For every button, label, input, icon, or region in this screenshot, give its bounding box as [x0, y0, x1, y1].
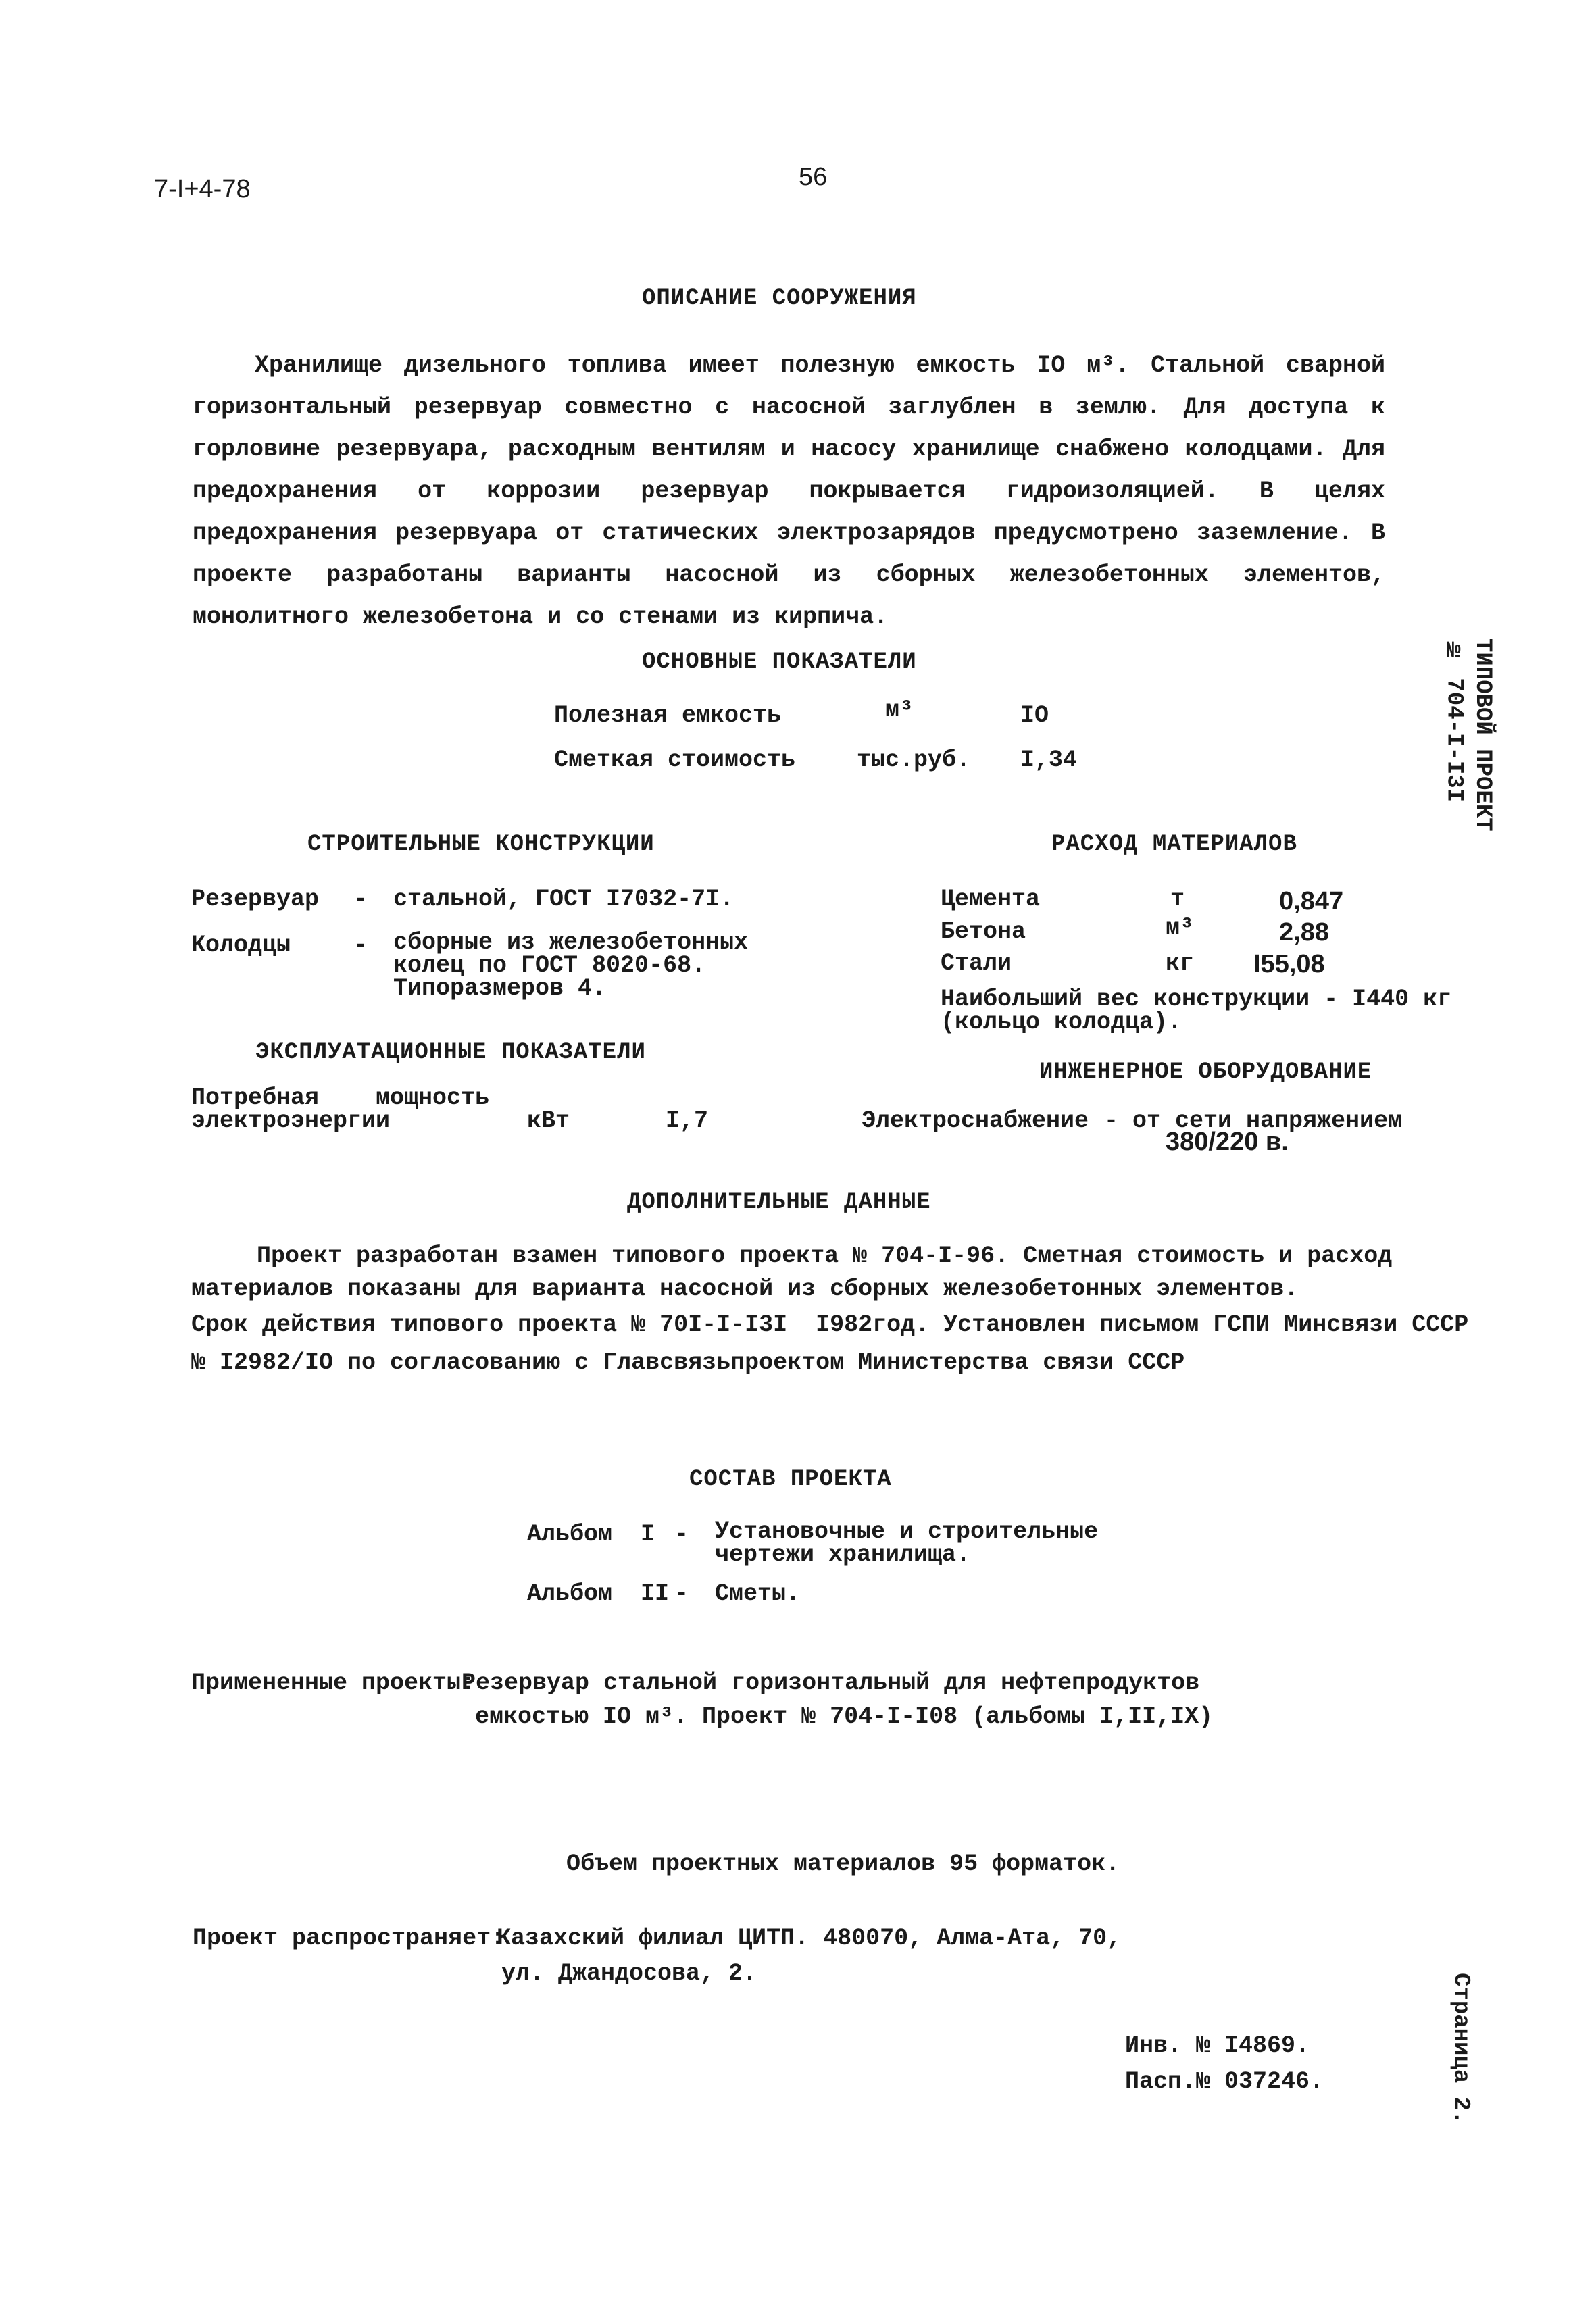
indicator-name: Полезная емкость: [554, 702, 782, 729]
construction-dash: -: [353, 886, 368, 913]
stamp-line-1: ТИПОВОЙ ПРОЕКТ: [1470, 638, 1495, 832]
operational-title: ЭКСПЛУАТАЦИОННЫЕ ПОКАЗАТЕЛИ: [255, 1040, 646, 1065]
construction-spec-line: колец по ГОСТ 8020-68.: [393, 952, 706, 979]
distributor-line: ул. Джандосова, 2.: [501, 1960, 757, 1987]
material-name: Цемента: [941, 886, 1041, 913]
material-unit: т: [1170, 886, 1185, 913]
engineering-value: - от сети напряжением: [1104, 1107, 1403, 1134]
main-indicators-title: ОСНОВНЫЕ ПОКАЗАТЕЛИ: [642, 649, 917, 675]
additional-line: № I2982/IO по согласованию с Главсвязьпроектом Министерства связи СССР: [191, 1349, 1185, 1376]
material-value: I55,08: [1253, 950, 1325, 978]
operational-name: электроэнергии: [191, 1107, 391, 1134]
applied-line: Резервуар стальной горизонтальный для нефтепродуктов: [462, 1669, 1200, 1696]
album-line: Установочные и строительные: [715, 1518, 1099, 1545]
album-contents: Сметы.: [715, 1580, 801, 1607]
album-contents: [715, 1520, 1098, 1566]
document-code: 7-I+4-78: [154, 175, 251, 203]
additional-title: ДОПОЛНИТЕЛЬНЫЕ ДАННЫЕ: [627, 1190, 931, 1215]
album-dash: -: [674, 1521, 689, 1548]
material-value: 0,847: [1279, 887, 1344, 915]
indicator-value: I,34: [1020, 747, 1078, 774]
distributor-label: Проект распространяет:: [193, 1925, 505, 1952]
material-unit: кг: [1166, 950, 1195, 977]
indicator-unit: м³: [885, 697, 914, 724]
constructions-title: СТРОИТЕЛЬНЫЕ КОНСТРУКЦИИ: [307, 832, 655, 857]
construction-name: Резервуар: [191, 886, 320, 913]
material-name: Бетона: [941, 918, 1026, 945]
material-unit: м³: [1166, 914, 1195, 941]
construction-name: Колодцы: [191, 932, 291, 959]
materials-note: (кольцо колодца).: [941, 1009, 1182, 1036]
volume-note: Объем проектных материалов 95 форматок.: [566, 1851, 1120, 1878]
stamp-line-2: № 704-I-I3I: [1441, 638, 1467, 803]
engineering-value: 380/220 в.: [1166, 1128, 1289, 1156]
engineering-name: Электроснабжение: [862, 1107, 1089, 1134]
construction-spec-line: Типоразмеров 4.: [393, 975, 607, 1002]
engineering-title: ИНЖЕНЕРНОЕ ОБОРУДОВАНИЕ: [1039, 1059, 1372, 1085]
operational-unit: кВт: [527, 1107, 570, 1134]
operational-value: I,7: [666, 1107, 709, 1134]
construction-spec: [393, 931, 748, 1000]
page-label: Страница 2.: [1447, 1973, 1474, 2125]
indicator-name: Сметкая стоимость: [554, 747, 796, 774]
page-number: 56: [799, 163, 828, 191]
indicator-unit: тыс.руб.: [857, 747, 971, 774]
indicator-value: IO: [1020, 702, 1049, 729]
applied-label: Примененные проекты:: [191, 1669, 476, 1696]
applied-line: емкостью IO м³. Проект № 704-I-I08 (альбомы I,II,IX): [475, 1703, 1214, 1730]
inventory-number: Инв. № I4869.: [1125, 2032, 1310, 2059]
passport-number: Пасп.№ 037246.: [1125, 2068, 1324, 2095]
description-text: Хранилище дизельного топлива имеет полезную емкость IO м³. Стальной сварной горизонтальный резервуар совместно с насосной заглублен в землю. Для доступа к горловине резервуара, расходным вентилям и насосу хранилище снабжено колодцами. Для предохранения от коррозии резервуар покрывается гидроизоляцией. В целях предохранения резервуара от статических электрозарядов предусмотрено заземление. В проекте разработаны варианты насосной из сборных железобетонных элементов, монолитного железобетона и со стенами из кирпича.: [193, 352, 1385, 630]
additional-line: материалов показаны для варианта насосной из сборных железобетонных элементов.: [191, 1276, 1299, 1303]
album-name: Альбом II: [527, 1580, 670, 1607]
construction-spec: стальной, ГОСТ I7032-7I.: [393, 886, 734, 913]
additional-line: Проект разработан взамен типового проекта № 704-I-96. Сметная стоимость и расход: [257, 1242, 1393, 1269]
distributor-line: Казахский филиал ЦИТП. 480070, Алма-Ата, 70,: [497, 1925, 1122, 1952]
materials-title: РАСХОД МАТЕРИАЛОВ: [1051, 832, 1297, 857]
album-dash: -: [674, 1580, 689, 1607]
album-line: чертежи хранилища.: [715, 1541, 971, 1568]
description-title: ОПИСАНИЕ СООРУЖЕНИЯ: [642, 286, 917, 311]
material-value: 2,88: [1279, 918, 1329, 947]
album-name: Альбом I: [527, 1521, 655, 1548]
material-name: Стали: [941, 950, 1012, 977]
composition-title: СОСТАВ ПРОЕКТА: [689, 1467, 892, 1492]
side-stamp: [1439, 638, 1497, 832]
construction-spec-line: сборные из железобетонных: [393, 929, 749, 956]
additional-line: Срок действия типового проекта № 70I-I-I3I I982год. Установлен письмом ГСПИ Минсвязи СССР: [191, 1311, 1469, 1338]
operational-name: Потребная мощность: [191, 1084, 490, 1111]
construction-dash: -: [353, 932, 368, 959]
materials-note: Наибольший вес конструкции - I440 кг: [941, 986, 1452, 1013]
